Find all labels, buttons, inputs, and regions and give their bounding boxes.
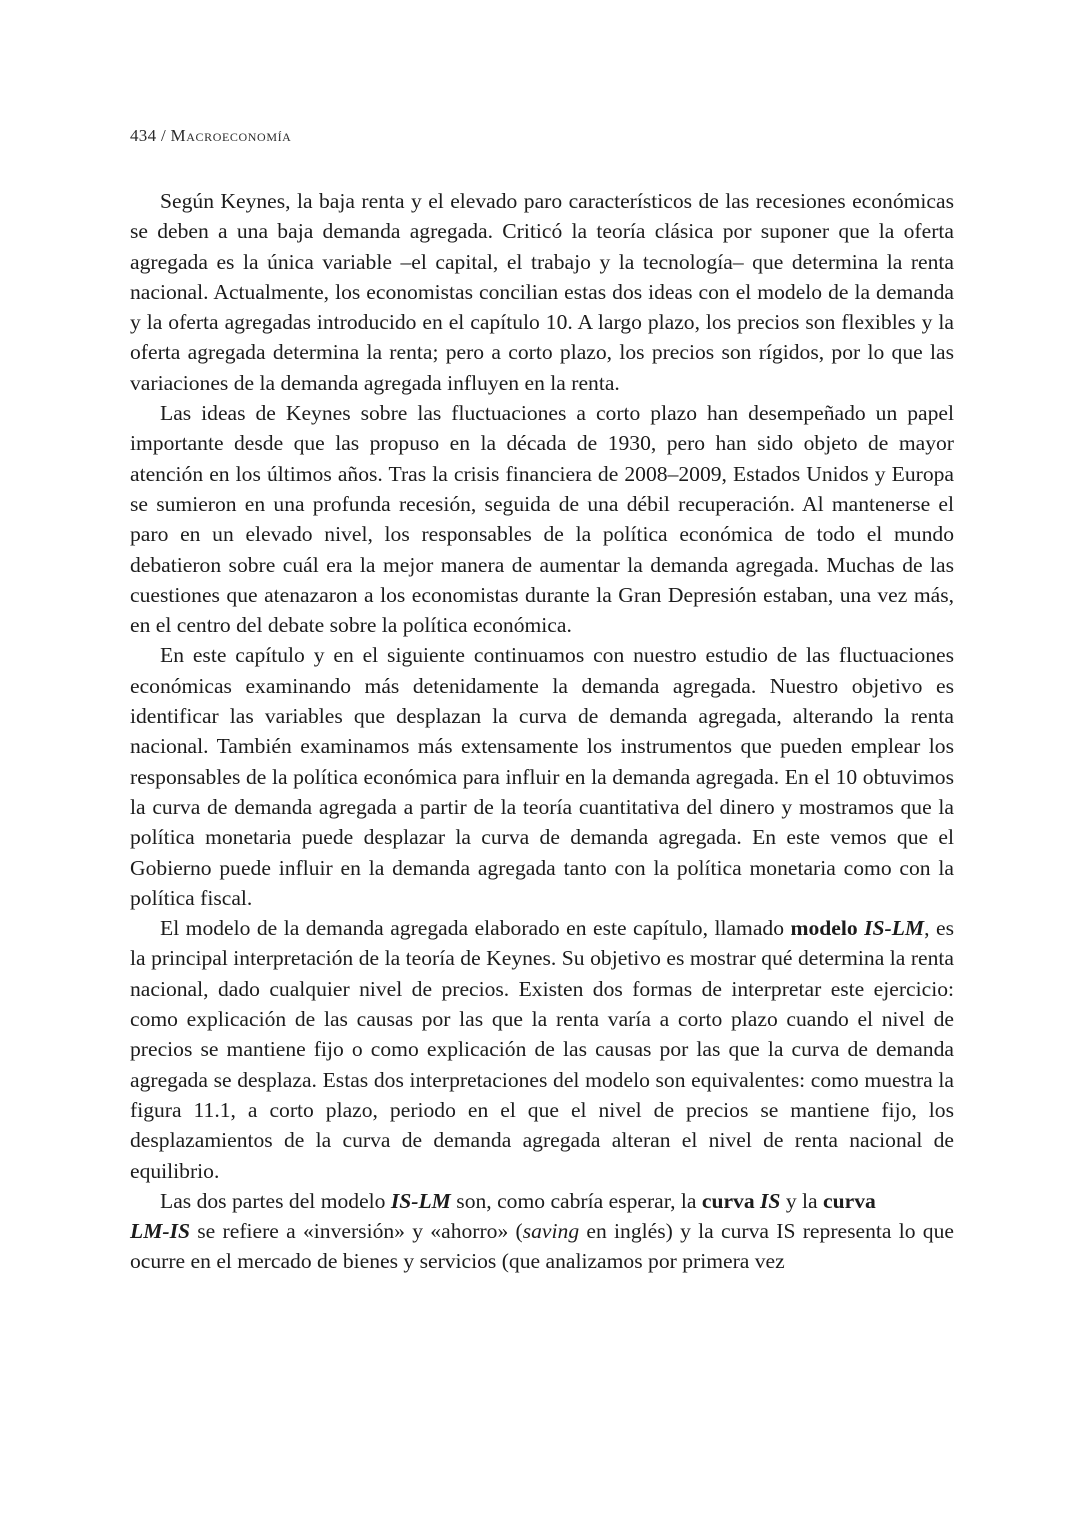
- key-term-is: IS: [760, 1188, 781, 1213]
- key-term-word: modelo: [790, 916, 865, 941]
- paragraph-4-text-a: El modelo de la demanda agregada elaborado en este capítulo, llamado: [160, 916, 791, 941]
- key-term-islm: IS-LM: [864, 916, 925, 941]
- paragraph-5-text-d: se refiere a «inversión» y «ahorro» (: [190, 1219, 523, 1244]
- running-head: [130, 126, 291, 146]
- paragraph-4-text-b: , es la principal interpretación de la teoría de Keynes. Su objetivo es mostrar qué determina la renta nacional, dado cualquier nivel de precios. Existen dos formas de interpretar este ejercicio: como explicación de las causas por las que la renta varía a corto plazo cuando el nivel de precios se mantiene fijo o como explicación de las causas por las que la curva de demanda agregada se desplaza. Estas dos interpretaciones del modelo son equivalentes: como muestra la figura 11.1, a corto plazo, periodo en el que el nivel de precios se mantiene fijo, los desplazamientos de la curva de demanda agregada alteran el nivel de renta nacional de equilibrio.: [130, 916, 954, 1183]
- paragraph-5: [130, 1186, 954, 1277]
- header-separator: /: [156, 126, 171, 145]
- paragraph-5-text-c: y la: [780, 1188, 824, 1213]
- paragraph-4: [130, 913, 954, 1186]
- key-term-modelo-islm: [791, 916, 925, 940]
- key-term-curva: curva: [701, 1188, 761, 1213]
- paragraph-5-text-a: Las dos partes del modelo: [160, 1188, 391, 1213]
- paragraph-3: En este capítulo y en el siguiente continuamos con nuestro estudio de las fluctuaciones económicas examinando más detenidamente la demanda agregada. Nuestro objetivo es identificar las variables que desplazan la curva de demanda agregada, alterando la renta nacional. También examinamos más extensamente los instrumentos que pueden emplear los responsables de la política económica para influir en la demanda agregada. En el 10 obtuvimos la curva de demanda agregada a partir de la teoría cuantitativa del dinero y mostramos que la política monetaria puede desplazar la curva de demanda agregada. En este vemos que el Gobierno puede influir en la demanda agregada tanto con la política monetaria como con la política fiscal.: [130, 643, 954, 910]
- paragraph-1: Según Keynes, la baja renta y el elevado paro característicos de las recesiones económicas se deben a una baja demanda agregada. Criticó la teoría clásica por suponer que la oferta agregada es la única variable –el capital, el trabajo y la tecnología– que determina la renta nacional. Actualmente, los economistas concilian estas dos ideas con el modelo de la demanda y la oferta agregadas introducido en el capítulo 10. A largo plazo, los precios son flexibles y la oferta agregada determina la renta; pero a corto plazo, los precios son rígidos, por lo que las variaciones de la demanda agregada influyen en la renta.: [130, 189, 954, 395]
- book-title: Macroeconomía: [170, 126, 292, 145]
- key-term-curva-2: curva: [823, 1188, 876, 1213]
- page-number: 434: [130, 126, 157, 145]
- term-islm: IS-LM: [390, 1188, 451, 1213]
- paragraph-2: Las ideas de Keynes sobre las fluctuaciones a corto plazo han desempeñado un papel importante desde que las propuso en la década de 1930, pero han sido objeto de mayor atención en los últimos años. Tras la crisis financiera de 2008–2009, Estados Unidos y Europa se sumieron en una profunda recesión, seguida de una débil recuperación. Al mantenerse el paro en un elevado nivel, los responsables de la política económica de todo el mundo debatieron sobre cuál era la mejor manera de aumentar la demanda agregada. Muchas de las cuestiones que atenazaron a los economistas durante la Gran Depresión estaban, una vez más, en el centro del debate sobre la política económica.: [130, 401, 954, 638]
- key-term-curva-is: [702, 1189, 781, 1213]
- term-saving: saving: [522, 1219, 580, 1244]
- paragraph-5-text-b: son, como cabría esperar, la: [450, 1188, 702, 1213]
- body-text: [130, 186, 954, 1277]
- key-term-lm-is: LM-IS: [130, 1219, 190, 1244]
- paragraph-5-text-e: en inglés) y la curva IS representa lo que ocurre en el mercado de bienes y servicios (que analizamos por primera vez: [130, 1219, 954, 1274]
